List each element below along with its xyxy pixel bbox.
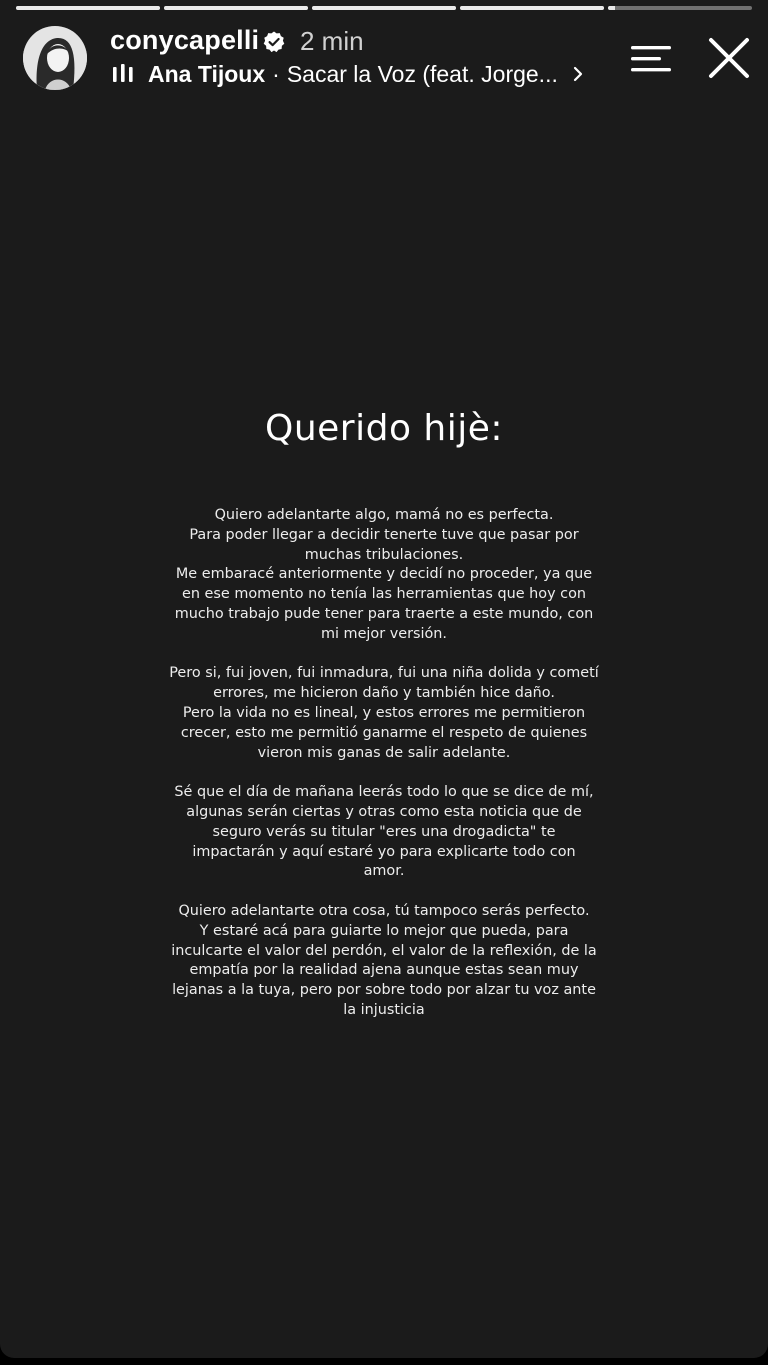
music-artist: Ana Tijoux bbox=[148, 60, 266, 87]
chevron-right-icon bbox=[572, 65, 584, 83]
progress-segment-fill bbox=[312, 6, 456, 10]
avatar[interactable] bbox=[23, 26, 87, 90]
letter-paragraph bbox=[130, 783, 638, 882]
letter-line: lejanas a la tuya, pero por sobre todo por alzar tu voz ante bbox=[172, 982, 596, 999]
progress-segment bbox=[164, 6, 308, 10]
music-attribution[interactable] bbox=[112, 60, 584, 88]
letter-line: crecer, esto me permitió ganarme el respeto de quienes bbox=[180, 724, 588, 741]
letter-line: algunas serán ciertas y otras como esta noticia que de bbox=[186, 803, 582, 820]
progress-segment bbox=[608, 6, 752, 10]
username[interactable]: conycapelli bbox=[110, 25, 260, 55]
letter-paragraph bbox=[130, 664, 638, 763]
letter-line: seguro verás su titular "eres una drogadicta" te bbox=[212, 823, 556, 840]
letter-line: Para poder llegar a decidir tenerte tuve que pasar por bbox=[189, 526, 579, 543]
letter-title: Querido hijѐ: bbox=[264, 408, 504, 449]
letter-line: inculcarte el valor del perdón, el valor de la reflexión, de la bbox=[171, 942, 597, 959]
letter-line: Quiero adelantarte otra cosa, tú tampoco serás perfecto. bbox=[178, 902, 590, 919]
music-separator: · bbox=[272, 60, 280, 87]
progress-segment-fill bbox=[608, 6, 615, 10]
letter-line: Quiero adelantarte algo, mamá no es perfecta. bbox=[214, 507, 554, 523]
letter-line: vieron mis ganas de salir adelante. bbox=[257, 744, 511, 761]
music-bars-icon bbox=[112, 64, 134, 84]
letter-line: Sé que el día de mañana leerás todo lo que se dice de mí, bbox=[174, 784, 594, 801]
progress-segment bbox=[312, 6, 456, 10]
music-song-title: Sacar la Voz (feat. Jorge... bbox=[286, 60, 558, 87]
story-progress-bar bbox=[16, 6, 752, 10]
letter-line: impactarán y aquí estaré yo para explicarte todo con bbox=[192, 843, 576, 860]
post-time: 2 min bbox=[300, 26, 364, 56]
letter-body bbox=[130, 506, 638, 1021]
letter-line: muchas tribulaciones. bbox=[304, 546, 464, 563]
letter-content bbox=[130, 404, 638, 1041]
letter-line: Y estaré acá para guiarte lo mejor que pueda, para bbox=[199, 922, 569, 939]
letter-line: Me embaracé anteriormente y decidí no proceder, ya que bbox=[175, 566, 593, 583]
letter-line: Pero la vida no es lineal, y estos errores me permitieron bbox=[182, 704, 586, 721]
letter-line: mucho trabajo pude tener para traerte a este mundo, con bbox=[174, 605, 594, 622]
letter-line: errores, me hicieron daño y también hice daño. bbox=[213, 685, 555, 702]
close-icon[interactable] bbox=[707, 36, 751, 80]
letter-line: amor. bbox=[363, 863, 405, 880]
letter-line: en ese momento no tenía las herramientas que hoy con bbox=[182, 586, 586, 603]
letter-paragraph bbox=[130, 506, 638, 645]
letter-line: mi mejor versión. bbox=[320, 625, 448, 642]
verified-badge-icon bbox=[262, 30, 286, 54]
progress-segment-fill bbox=[460, 6, 604, 10]
progress-segment bbox=[16, 6, 160, 10]
letter-line: Pero si, fui joven, fui inmadura, fui una niña dolida y cometí bbox=[169, 665, 599, 682]
letter-line: la injusticia bbox=[343, 1001, 425, 1018]
letter-line: empatía por la realidad ajena aunque estas sean muy bbox=[189, 962, 579, 979]
progress-segment-fill bbox=[16, 6, 160, 10]
progress-segment bbox=[460, 6, 604, 10]
letter-paragraph bbox=[130, 902, 638, 1021]
progress-segment-fill bbox=[164, 6, 308, 10]
menu-icon[interactable] bbox=[630, 46, 672, 72]
story-header bbox=[0, 24, 768, 94]
